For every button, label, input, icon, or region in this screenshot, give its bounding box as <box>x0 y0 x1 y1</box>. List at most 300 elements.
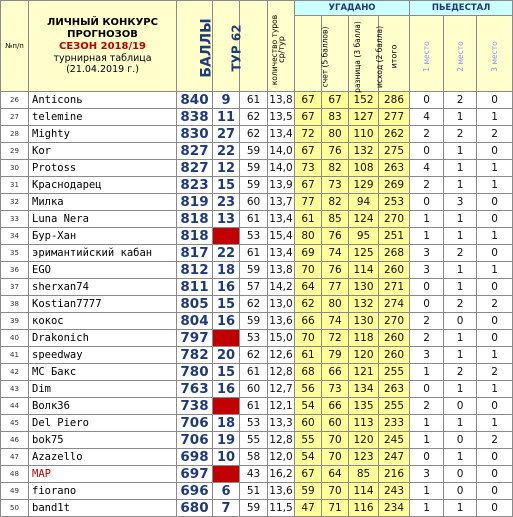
table-row <box>1 262 513 279</box>
points-cell: 818 <box>177 228 213 245</box>
exact-score-cell: 68 <box>295 364 322 381</box>
avg-cell: 12,6 <box>268 347 295 364</box>
tours-count-cell: 62 <box>240 109 268 126</box>
outcome-cell: 110 <box>349 126 379 143</box>
goal-diff-cell: 77 <box>322 279 349 296</box>
tours-count-cell: 53 <box>240 415 268 432</box>
tours-count-cell: 60 <box>240 194 268 211</box>
avg-cell: 12,0 <box>268 449 295 466</box>
tour-score-cell: 22 <box>213 143 240 160</box>
second-place-cell: 0 <box>444 432 477 449</box>
guessed-total-cell: 277 <box>379 109 410 126</box>
tour-score-cell: 18 <box>213 262 240 279</box>
tours-count-cell: 51 <box>240 483 268 500</box>
player-name: Kor <box>29 143 177 160</box>
tours-count-cell: 59 <box>240 313 268 330</box>
row-number: 46 <box>1 432 29 449</box>
points-cell: 830 <box>177 126 213 143</box>
avg-cell: 13,3 <box>268 415 295 432</box>
table-title <box>29 1 177 92</box>
table-row <box>1 126 513 143</box>
guessed-total-cell: 270 <box>379 211 410 228</box>
exact-score-cell: 55 <box>295 432 322 449</box>
player-name: Dim <box>29 381 177 398</box>
points-cell: 738 <box>177 398 213 415</box>
third-place-cell: 1 <box>477 109 513 126</box>
player-name: Anticonь <box>29 92 177 109</box>
outcome-cell: 152 <box>349 92 379 109</box>
exact-score-cell: 80 <box>295 228 322 245</box>
guessed-total-cell: 262 <box>379 126 410 143</box>
avg-cell: 13,7 <box>268 194 295 211</box>
first-place-cell: 3 <box>410 262 444 279</box>
second-place-cell: 1 <box>444 347 477 364</box>
guessed-total-cell: 263 <box>379 160 410 177</box>
goal-diff-cell: 82 <box>322 194 349 211</box>
tours-count-cell: 58 <box>240 449 268 466</box>
table-row <box>1 313 513 330</box>
outcome-cell: 114 <box>349 262 379 279</box>
goal-diff-cell: 70 <box>322 449 349 466</box>
tour-score-cell <box>213 398 240 415</box>
second-place-cell: 1 <box>444 415 477 432</box>
tour-score-cell: 27 <box>213 126 240 143</box>
third-place-cell: 2 <box>477 296 513 313</box>
points-cell: 827 <box>177 143 213 160</box>
tours-count-cell: 61 <box>240 398 268 415</box>
table-row <box>1 245 513 262</box>
row-number: 27 <box>1 109 29 126</box>
guessed-total-cell: 260 <box>379 347 410 364</box>
first-place-cell: 1 <box>410 483 444 500</box>
tour-score-cell: 10 <box>213 449 240 466</box>
exact-score-cell: 70 <box>295 262 322 279</box>
row-number: 38 <box>1 296 29 313</box>
first-place-cell: 0 <box>410 381 444 398</box>
tour-score-cell: 16 <box>213 313 240 330</box>
avg-cell: 12,7 <box>268 381 295 398</box>
third-place-cell: 0 <box>477 313 513 330</box>
score-header: счет (5 баллов) <box>295 16 322 92</box>
points-cell: 697 <box>177 466 213 483</box>
third-place-cell: 2 <box>477 364 513 381</box>
outcome-cell: 132 <box>349 296 379 313</box>
table-row <box>1 415 513 432</box>
first-place-cell: 0 <box>410 296 444 313</box>
place1-header: 1 место <box>410 16 444 92</box>
points-cell: 805 <box>177 296 213 313</box>
points-cell: 698 <box>177 449 213 466</box>
goal-diff-cell: 80 <box>322 296 349 313</box>
row-number: 31 <box>1 177 29 194</box>
first-place-cell: 2 <box>410 177 444 194</box>
guessed-total-cell: 270 <box>379 313 410 330</box>
total-header: итого <box>379 16 410 92</box>
exact-score-cell: 66 <box>295 313 322 330</box>
row-number: 45 <box>1 415 29 432</box>
exact-score-cell: 61 <box>295 211 322 228</box>
tour-score-cell: 20 <box>213 347 240 364</box>
third-place-cell: 0 <box>477 449 513 466</box>
tour-score-cell: 13 <box>213 211 240 228</box>
third-place-cell: 2 <box>477 126 513 143</box>
avg-cell: 13,8 <box>268 262 295 279</box>
avg-cell: 12,1 <box>268 398 295 415</box>
outcome-cell: 130 <box>349 279 379 296</box>
table-row <box>1 211 513 228</box>
goal-diff-cell: 64 <box>322 466 349 483</box>
points-cell: 797 <box>177 330 213 347</box>
player-name: Краснодарец <box>29 177 177 194</box>
second-place-cell: 2 <box>444 245 477 262</box>
second-place-cell: 2 <box>444 92 477 109</box>
third-place-cell: 1 <box>477 415 513 432</box>
first-place-cell: 0 <box>410 449 444 466</box>
points-cell: 782 <box>177 347 213 364</box>
third-place-cell: 0 <box>477 211 513 228</box>
exact-score-cell: 61 <box>295 347 322 364</box>
third-place-cell: 2 <box>477 432 513 449</box>
tours-count-cell: 59 <box>240 262 268 279</box>
goal-diff-cell: 71 <box>322 500 349 517</box>
second-place-cell: 0 <box>444 483 477 500</box>
tour-score-cell <box>213 466 240 483</box>
outcome-cell: 134 <box>349 381 379 398</box>
goal-diff-cell: 70 <box>322 483 349 500</box>
points-cell: 818 <box>177 211 213 228</box>
third-place-cell: 0 <box>477 194 513 211</box>
first-place-cell: 3 <box>410 466 444 483</box>
tour-score-cell: 12 <box>213 160 240 177</box>
outcome-cell: 118 <box>349 330 379 347</box>
place3-header: 3 место <box>477 16 513 92</box>
third-place-cell: 0 <box>477 483 513 500</box>
avg-cell: 13,4 <box>268 126 295 143</box>
avg-cell: 15,0 <box>268 330 295 347</box>
avg-header: ср/тур <box>268 1 295 92</box>
guessed-total-cell: 274 <box>379 296 410 313</box>
row-number: 48 <box>1 466 29 483</box>
points-cell: 763 <box>177 381 213 398</box>
third-place-cell: 0 <box>477 245 513 262</box>
row-number: 35 <box>1 245 29 262</box>
avg-cell: 13,9 <box>268 177 295 194</box>
player-name: Protoss <box>29 160 177 177</box>
row-number: 41 <box>1 347 29 364</box>
table-row <box>1 330 513 347</box>
guessed-total-cell: 260 <box>379 330 410 347</box>
second-place-cell: 1 <box>444 500 477 517</box>
avg-cell: 13,4 <box>268 245 295 262</box>
tours-count-cell: 59 <box>240 177 268 194</box>
guessed-total-cell: 269 <box>379 177 410 194</box>
exact-score-cell: 47 <box>295 500 322 517</box>
outcome-cell: 135 <box>349 398 379 415</box>
row-number: 26 <box>1 92 29 109</box>
row-number: 47 <box>1 449 29 466</box>
first-place-cell: 1 <box>410 415 444 432</box>
outcome-cell: 116 <box>349 500 379 517</box>
tour-score-cell: 6 <box>213 483 240 500</box>
row-number: 37 <box>1 279 29 296</box>
tours-count-cell: 61 <box>240 92 268 109</box>
goal-diff-cell: 79 <box>322 347 349 364</box>
points-cell: 838 <box>177 109 213 126</box>
tours-count-cell: 55 <box>240 432 268 449</box>
second-place-cell: 1 <box>444 109 477 126</box>
third-place-cell: 0 <box>477 500 513 517</box>
first-place-cell: 1 <box>410 364 444 381</box>
exact-score-cell: 67 <box>295 177 322 194</box>
tour-score-cell: 23 <box>213 194 240 211</box>
first-place-cell: 2 <box>410 398 444 415</box>
table-row <box>1 449 513 466</box>
player-name: speedway <box>29 347 177 364</box>
table-row <box>1 143 513 160</box>
title-line2: ПРОГНОЗОВ <box>67 29 138 40</box>
exact-score-cell: 60 <box>295 415 322 432</box>
title-line1: ЛИЧНЫЙ КОНКУРС <box>47 17 158 28</box>
row-number: 29 <box>1 143 29 160</box>
tour-score-cell: 9 <box>213 92 240 109</box>
tour-score-cell: 22 <box>213 245 240 262</box>
table-row <box>1 381 513 398</box>
table-row <box>1 466 513 483</box>
third-place-cell: 1 <box>477 160 513 177</box>
table-row <box>1 177 513 194</box>
avg-cell: 13,4 <box>268 211 295 228</box>
tour-score-cell <box>213 228 240 245</box>
goal-diff-cell: 82 <box>322 160 349 177</box>
points-cell: 840 <box>177 92 213 109</box>
outcome-cell: 95 <box>349 228 379 245</box>
exact-score-cell: 62 <box>295 296 322 313</box>
avg-cell: 13,8 <box>268 92 295 109</box>
second-place-cell: 2 <box>444 364 477 381</box>
table-row <box>1 92 513 109</box>
guessed-total-cell: 234 <box>379 500 410 517</box>
tour-score-cell: 15 <box>213 364 240 381</box>
outcome-cell: 125 <box>349 245 379 262</box>
second-place-cell: 1 <box>444 211 477 228</box>
outcome-header: исход (2 балла) <box>349 16 379 92</box>
third-place-cell: 0 <box>477 398 513 415</box>
guessed-total-cell: 271 <box>379 279 410 296</box>
player-name: кокос <box>29 313 177 330</box>
goal-diff-cell: 76 <box>322 228 349 245</box>
avg-cell: 13,0 <box>268 296 295 313</box>
goal-diff-cell: 66 <box>322 364 349 381</box>
outcome-cell: 94 <box>349 194 379 211</box>
exact-score-cell: 69 <box>295 245 322 262</box>
outcome-cell: 129 <box>349 177 379 194</box>
goal-diff-cell: 76 <box>322 143 349 160</box>
outcome-cell: 114 <box>349 483 379 500</box>
table-row <box>1 296 513 313</box>
guessed-total-cell: 216 <box>379 466 410 483</box>
second-place-cell: 1 <box>444 330 477 347</box>
player-name: Azazello <box>29 449 177 466</box>
exact-score-cell: 67 <box>295 92 322 109</box>
avg-cell: 15,4 <box>268 228 295 245</box>
table-body <box>1 92 513 517</box>
tours-count-cell: 62 <box>240 347 268 364</box>
player-name: Милка <box>29 194 177 211</box>
exact-score-cell: 64 <box>295 279 322 296</box>
exact-score-cell: 67 <box>295 109 322 126</box>
outcome-cell: 124 <box>349 211 379 228</box>
points-header: БАЛЛЫ <box>177 1 213 92</box>
first-place-cell: 3 <box>410 347 444 364</box>
first-place-cell: 0 <box>410 143 444 160</box>
outcome-cell: 130 <box>349 313 379 330</box>
player-name: MAP <box>29 466 177 483</box>
tour-score-cell: 15 <box>213 296 240 313</box>
second-place-cell: 0 <box>444 398 477 415</box>
table-row <box>1 364 513 381</box>
third-place-cell: 1 <box>477 381 513 398</box>
tour-score-cell: 19 <box>213 432 240 449</box>
third-place-cell: 1 <box>477 177 513 194</box>
row-number: 28 <box>1 126 29 143</box>
second-place-cell: 1 <box>444 279 477 296</box>
goal-diff-cell: 83 <box>322 109 349 126</box>
table-row <box>1 160 513 177</box>
second-place-cell: 1 <box>444 143 477 160</box>
exact-score-cell: 54 <box>295 449 322 466</box>
goal-diff-cell: 60 <box>322 415 349 432</box>
guessed-total-cell: 255 <box>379 364 410 381</box>
avg-cell: 14,0 <box>268 160 295 177</box>
second-place-cell: 1 <box>444 177 477 194</box>
first-place-cell: 1 <box>410 500 444 517</box>
goal-diff-cell: 80 <box>322 126 349 143</box>
row-number: 30 <box>1 160 29 177</box>
row-number: 50 <box>1 500 29 517</box>
first-place-cell: 0 <box>410 279 444 296</box>
points-cell: 706 <box>177 432 213 449</box>
podium-banner: ПЬЕДЕСТАЛ <box>410 1 513 16</box>
tour-score-cell: 18 <box>213 415 240 432</box>
player-name: эримантийский кабан <box>29 245 177 262</box>
avg-cell: 14,2 <box>268 279 295 296</box>
table-row <box>1 194 513 211</box>
outcome-cell: 120 <box>349 347 379 364</box>
second-place-cell: 1 <box>444 262 477 279</box>
place2-header: 2 место <box>444 16 477 92</box>
row-number: 40 <box>1 330 29 347</box>
outcome-cell: 121 <box>349 364 379 381</box>
tours-count-cell: 57 <box>240 279 268 296</box>
first-place-cell: 1 <box>410 228 444 245</box>
exact-score-cell: 67 <box>295 143 322 160</box>
tour-score-cell: 11 <box>213 109 240 126</box>
first-place-cell: 0 <box>410 194 444 211</box>
tours-count-cell: 59 <box>240 500 268 517</box>
table-row <box>1 279 513 296</box>
goal-diff-cell: 70 <box>322 432 349 449</box>
third-place-cell: 0 <box>477 143 513 160</box>
player-name: EGO <box>29 262 177 279</box>
second-place-cell: 1 <box>444 228 477 245</box>
subtitle-line2: (21.04.2019 г.) <box>66 64 139 75</box>
player-name: telemine <box>29 109 177 126</box>
tours-count-cell: 60 <box>240 381 268 398</box>
third-place-cell: 1 <box>477 347 513 364</box>
third-place-cell: 0 <box>477 92 513 109</box>
guessed-total-cell: 243 <box>379 483 410 500</box>
row-number: 42 <box>1 364 29 381</box>
exact-score-cell: 73 <box>295 160 322 177</box>
third-place-cell: 1 <box>477 228 513 245</box>
guessed-total-cell: 263 <box>379 381 410 398</box>
third-place-cell: 1 <box>477 262 513 279</box>
table-row <box>1 432 513 449</box>
outcome-cell: 85 <box>349 466 379 483</box>
goal-diff-cell: 74 <box>322 313 349 330</box>
outcome-cell: 120 <box>349 432 379 449</box>
exact-score-cell: 72 <box>295 126 322 143</box>
guessed-total-cell: 255 <box>379 398 410 415</box>
guessed-total-cell: 268 <box>379 245 410 262</box>
second-place-cell: 1 <box>444 381 477 398</box>
guessed-total-cell: 245 <box>379 432 410 449</box>
points-cell: 706 <box>177 415 213 432</box>
points-cell: 696 <box>177 483 213 500</box>
table-row <box>1 483 513 500</box>
diff-header: разница (3 балла) <box>322 16 349 92</box>
points-cell: 811 <box>177 279 213 296</box>
goal-diff-cell: 67 <box>322 92 349 109</box>
goal-diff-cell: 85 <box>322 211 349 228</box>
table-row <box>1 109 513 126</box>
avg-cell: 11,5 <box>268 500 295 517</box>
player-name: Kostian7777 <box>29 296 177 313</box>
avg-cell: 13,5 <box>268 109 295 126</box>
player-name: bok75 <box>29 432 177 449</box>
first-place-cell: 0 <box>410 92 444 109</box>
season-label: СЕЗОН 2018/19 <box>58 41 147 52</box>
second-place-cell: 2 <box>444 296 477 313</box>
player-name: MC Бакс <box>29 364 177 381</box>
avg-cell: 12,8 <box>268 364 295 381</box>
player-name: band1t <box>29 500 177 517</box>
guessed-total-cell: 253 <box>379 194 410 211</box>
goal-diff-cell: 66 <box>322 398 349 415</box>
row-number: 36 <box>1 262 29 279</box>
exact-score-cell: 77 <box>295 194 322 211</box>
row-number: 33 <box>1 211 29 228</box>
exact-score-cell: 59 <box>295 483 322 500</box>
outcome-cell: 123 <box>349 449 379 466</box>
guessed-total-cell: 233 <box>379 415 410 432</box>
points-cell: 812 <box>177 262 213 279</box>
tour-score-cell <box>213 330 240 347</box>
tour-score-cell: 15 <box>213 177 240 194</box>
player-name: Del Piero <box>29 415 177 432</box>
tour-score-cell: 16 <box>213 279 240 296</box>
player-name: Luna Nera <box>29 211 177 228</box>
points-cell: 780 <box>177 364 213 381</box>
player-name: Волк36 <box>29 398 177 415</box>
first-place-cell: 3 <box>410 245 444 262</box>
first-place-cell: 2 <box>410 330 444 347</box>
tour-score-cell: 16 <box>213 381 240 398</box>
guessed-total-cell: 286 <box>379 92 410 109</box>
points-cell: 827 <box>177 160 213 177</box>
avg-cell: 16,2 <box>268 466 295 483</box>
avg-cell: 12,8 <box>268 432 295 449</box>
